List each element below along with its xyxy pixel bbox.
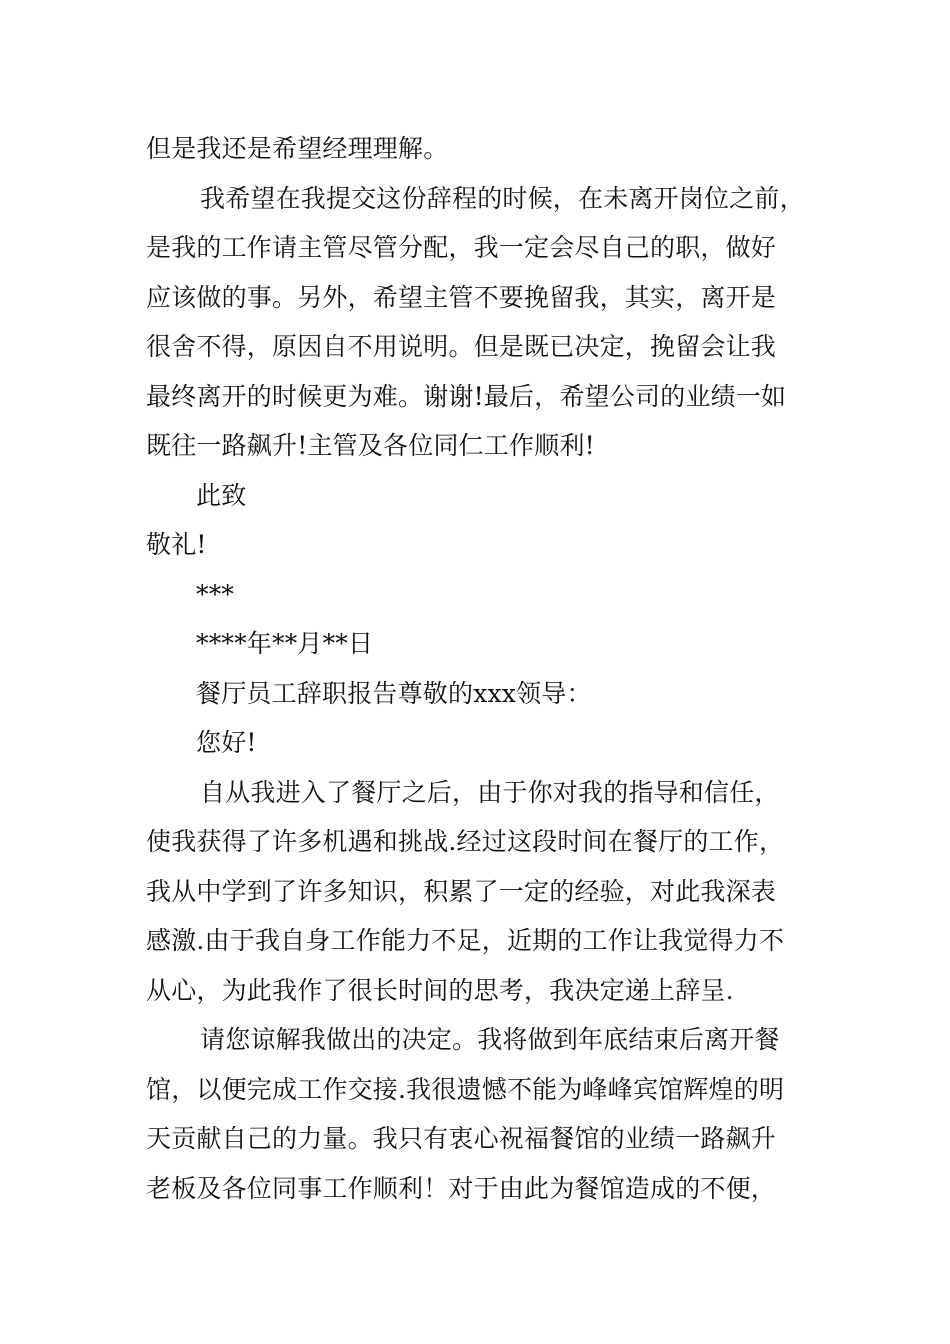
signature-date: ****年**月**日 [196, 629, 374, 658]
text-line: 既往一路飙升!主管及各位同仁工作顺利! [146, 431, 595, 460]
text-line: 馆，以便完成工作交接.我很遗憾不能为峰峰宾馆辉煌的明 [146, 1074, 785, 1104]
greeting: 您好! [196, 728, 257, 757]
text-line: 很舍不得，原因自不用说明。但是既已决定，挽留会让我 [146, 332, 777, 361]
text-line: 自从我进入了餐厅之后，由于你对我的指导和信任， [200, 777, 780, 807]
text-line: 我从中学到了许多知识，积累了一定的经验，对此我深表 [146, 876, 777, 906]
text-line: 最终离开的时候更为难。谢谢!最后，希望公司的业绩一如 [146, 381, 787, 411]
text-line: 我希望在我提交这份辞程的时候，在未离开岗位之前， [200, 183, 805, 213]
text-line: 感激.由于我自身工作能力不足，近期的工作让我觉得力不 [146, 926, 785, 955]
text-line: 应该做的事。另外，希望主管不要挽留我，其实，离开是 [146, 282, 777, 312]
text-line: 使我获得了许多机遇和挑战.经过这段时间在餐厅的工作， [146, 827, 785, 856]
signature-name: *** [196, 579, 235, 609]
text-line: 请您谅解我做出的决定。我将做到年底结束后离开餐 [200, 1025, 780, 1054]
document-body [146, 124, 836, 1213]
text-line: 从心，为此我作了很长时间的思考，我决定递上辞呈. [146, 975, 734, 1005]
text-line: 但是我还是希望经理理解。 [146, 134, 449, 163]
text-line: 老板及各位同事工作顺利！对于由此为餐馆造成的不便， [146, 1173, 777, 1203]
text-line: 天贡献自己的力量。我只有衷心祝福餐馆的业绩一路飙升 [146, 1124, 777, 1153]
text-line: 是我的工作请主管尽管分配，我一定会尽自己的职，做好 [146, 233, 777, 262]
closing-salutation: 此致 [196, 480, 247, 510]
letter-heading: 餐厅员工辞职报告尊敬的xxx领导： [196, 678, 592, 708]
closing-respect: 敬礼! [146, 530, 207, 559]
